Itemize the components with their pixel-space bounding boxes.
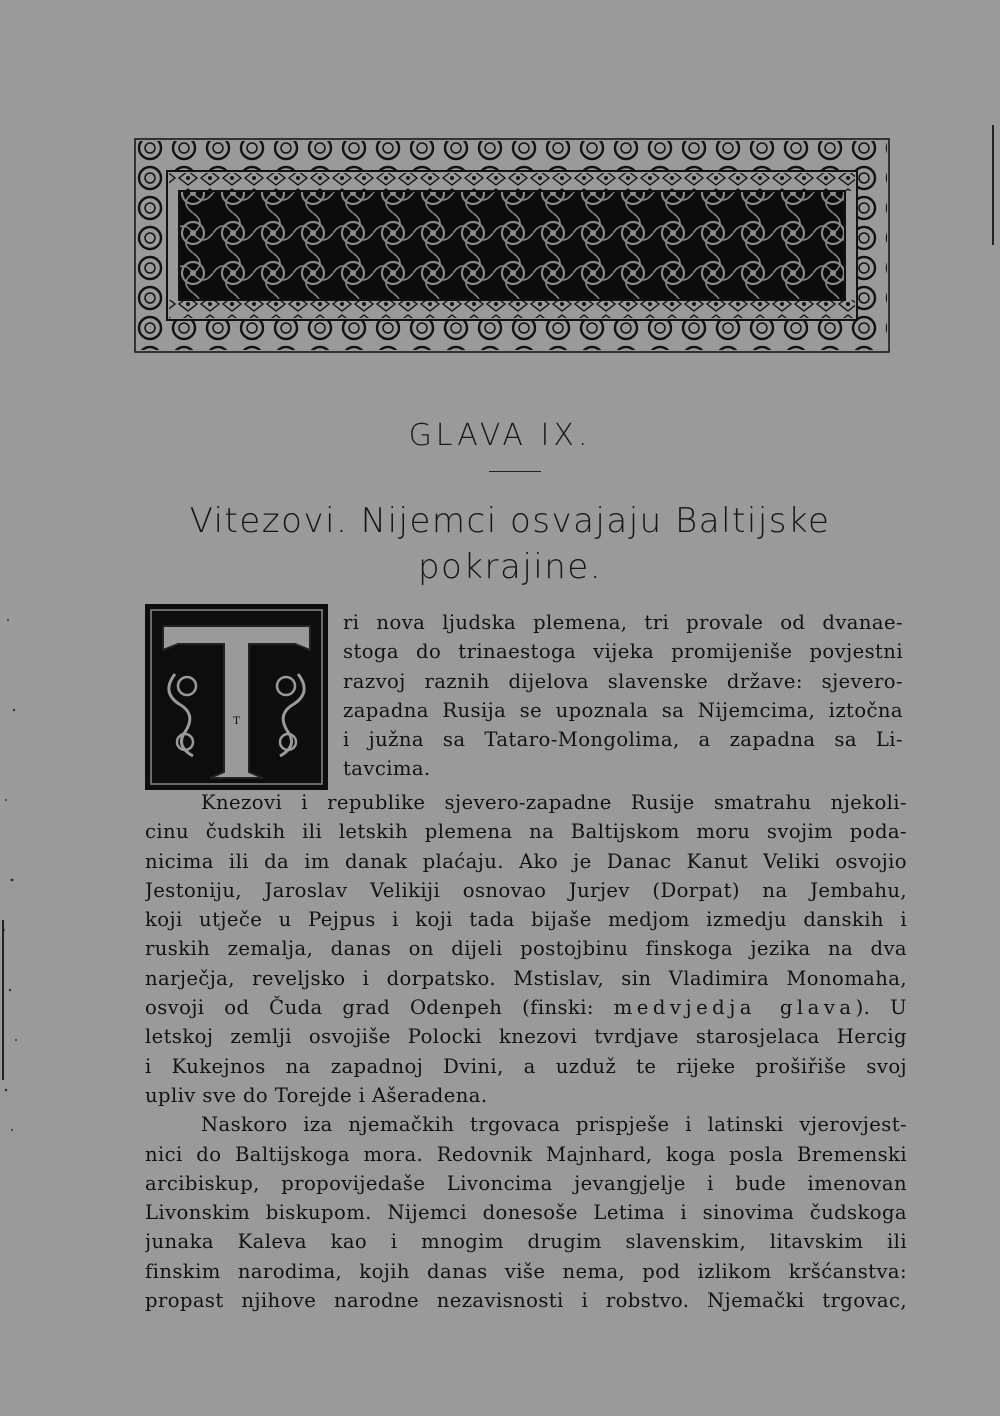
text-line: nici do Baltijskoga mora. Redovnik Majnhard, koga posla Bremenski	[145, 1142, 907, 1166]
decorated-initial-letter	[145, 604, 328, 790]
text-line: finskim narodima, kojih danas više nema, pod izlikom kršćanstva:	[145, 1259, 907, 1283]
text-line: Knezovi i republike sjevero-zapadne Rusije smatrahu njekoli-	[201, 791, 907, 814]
emphasized-text: medvjedja glava	[613, 996, 856, 1020]
text-fragment: osvoji od Čuda grad Odenpeh (finski:	[145, 996, 594, 1020]
chapter-title-line-2: pokrajine.	[417, 547, 603, 587]
chapter-heading: GLAVA IX.	[408, 418, 592, 453]
text-line	[145, 993, 907, 1022]
page-edge-line	[992, 125, 994, 245]
text-line: propast njihove narodne nezavisnosti i robstvo. Njemački trgovac,	[145, 1289, 907, 1313]
text-line: i južna sa Tataro-Mongolima, a zapadna sa Li-	[343, 728, 903, 752]
text-line: ruskih zemalja, danas on dijeli postojbinu finskoga jezika na dva	[145, 937, 907, 961]
text-line: Livonskim biskupom. Nijemci donesoše Letima i sinovima čudskoga	[145, 1201, 907, 1225]
chapter-title-line-1: Vitezovi. Nijemci osvajaju Baltijske	[189, 501, 831, 541]
ornamental-headpiece	[133, 133, 891, 358]
text-line: nicima ili da im danak plaćaju. Ako je Danac Kanut Veliki osvojio	[145, 849, 907, 873]
text-line: i Kukejnos na zapadnoj Dvini, a uzduž te rijeke prošiřiše svoj	[145, 1054, 907, 1078]
text-line: ri nova ljudska plemena, tri provale od dvanae-	[343, 611, 903, 634]
text-line: stoga do trinaestoga vijeka promijeniše povjestni	[343, 640, 903, 664]
text-line: narječja, reveljsko i dorpatsko. Mstislav, sin Vladimira Monomaha,	[145, 966, 907, 990]
text-line: cinu čudskih ili letskih plemena na Baltijskom moru svojim poda-	[145, 820, 907, 844]
initial-letter-glyph: T	[233, 716, 240, 727]
text-line: koji utječe u Pejpus i koji tada bijaše medjom izmedju danskih i	[145, 908, 907, 932]
text-line: arcibiskup, propovijedaše Livoncima jevangjelje i bude imenovan	[145, 1171, 907, 1195]
text-line: Jestoniju, Jaroslav Velikiji osnovao Jurjev (Dorpat) na Jembahu,	[145, 878, 907, 902]
divider-rule	[489, 471, 541, 472]
text-fragment: ). U	[855, 996, 907, 1020]
text-line: letskoj zemlji osvojiše Polocki knezovi tvrdjave starosjelaca Hercig	[145, 1025, 907, 1049]
text-line: upliv sve do Torejde i Ašeradena.	[145, 1083, 488, 1107]
text-line: razvoj raznih dijelova slavenske države: sjevero-	[343, 669, 903, 693]
paragraph-1	[343, 608, 903, 784]
text-line: junaka Kaleva kao i mnogim drugim slavenskim, litavskim ili	[145, 1230, 907, 1254]
text-line: zapadna Rusija se upoznala sa Nijemcima, iztočna	[343, 698, 903, 722]
text-line: tavcima.	[343, 757, 431, 781]
body-text	[145, 788, 907, 1315]
chapter-title	[110, 498, 910, 590]
text-line: Naskoro iza njemačkih trgovaca prispješe i latinski vjerovjest-	[201, 1113, 907, 1137]
margin-speckles	[0, 590, 30, 1190]
